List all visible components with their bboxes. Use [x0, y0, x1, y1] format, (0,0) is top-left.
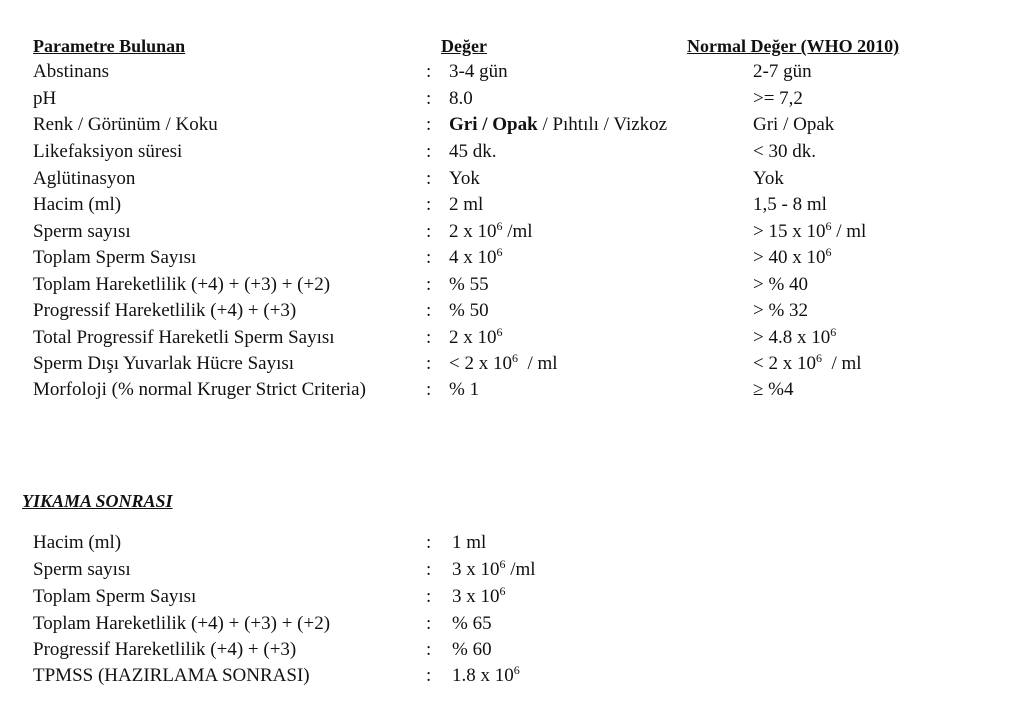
value-exponent: 6: [499, 557, 506, 571]
value: Yok: [449, 168, 480, 189]
param-label: Morfoloji (% normal Kruger Strict Criteria): [33, 379, 366, 400]
header-normal: Normal Değer (WHO 2010): [687, 36, 900, 56]
table-row: [0, 219, 1024, 245]
param-label: Hacim (ml): [33, 194, 122, 215]
table-row: [0, 272, 1024, 298]
colon: :: [426, 274, 432, 295]
table-row: [0, 192, 1024, 218]
value: [452, 584, 506, 611]
param-label: Aglütinasyon: [33, 168, 136, 189]
table-row: [0, 557, 1024, 583]
value: [449, 219, 533, 246]
value-bold: Gri / Opak: [449, 114, 538, 135]
value: [452, 557, 536, 584]
value-base: 4 x 10: [449, 247, 497, 268]
colon: :: [426, 613, 432, 634]
normal-value: >= 7,2: [753, 88, 803, 109]
normal-value: Yok: [753, 168, 784, 189]
param-label: Toplam Hareketlilik (+4) + (+3) + (+2): [33, 274, 331, 295]
normal-base: > 40 x 10: [753, 247, 826, 268]
value-base: 2 x 10: [449, 327, 497, 348]
value: [449, 325, 503, 352]
value-unit: / ml: [517, 353, 558, 374]
normal-value: 2-7 gün: [753, 61, 812, 82]
normal-value: [753, 219, 866, 246]
colon: :: [426, 247, 432, 268]
param-label: Sperm sayısı: [33, 559, 131, 580]
normal-base: > 15 x 10: [753, 221, 826, 242]
header-value: Değer: [441, 36, 487, 56]
value-base: 3 x 10: [452, 586, 500, 607]
colon: :: [426, 559, 432, 580]
normal-unit: / ml: [831, 221, 867, 242]
colon: :: [426, 353, 432, 374]
normal-base: < 2 x 10: [753, 353, 816, 374]
colon: :: [426, 327, 432, 348]
colon: :: [426, 586, 432, 607]
param-label: Toplam Sperm Sayısı: [33, 247, 197, 268]
value: % 65: [452, 613, 492, 634]
param-label: Renk / Görünüm / Koku: [33, 114, 218, 135]
param-label: Abstinans: [33, 61, 109, 82]
param-label: Sperm sayısı: [33, 221, 131, 242]
param-label: Hacim (ml): [33, 532, 122, 553]
table-row: [0, 351, 1024, 377]
value: % 1: [449, 379, 480, 400]
value: % 60: [452, 639, 492, 660]
value: [449, 112, 667, 138]
normal-value: [753, 351, 862, 378]
normal-value: 1,5 - 8 ml: [753, 194, 827, 215]
normal-exponent: 6: [825, 219, 832, 233]
table-header: [0, 33, 1024, 59]
value: 2 ml: [449, 194, 484, 215]
normal-value: < 30 dk.: [753, 141, 816, 162]
table-row: [0, 637, 1024, 663]
normal-value: ≥ %4: [753, 379, 794, 400]
table-row: [0, 112, 1024, 138]
table-row: [0, 584, 1024, 610]
normal-value: Gri / Opak: [753, 114, 835, 135]
value: 3-4 gün: [449, 61, 508, 82]
colon: :: [426, 639, 432, 660]
table-row: [0, 245, 1024, 271]
value-exponent: 6: [496, 219, 503, 233]
value: % 50: [449, 300, 489, 321]
normal-unit: / ml: [821, 353, 862, 374]
value: [449, 351, 558, 378]
table-row: [0, 663, 1024, 689]
value-rest: / Pıhtılı / Vizkoz: [537, 114, 668, 135]
value-base: < 2 x 10: [449, 353, 512, 374]
colon: :: [426, 168, 432, 189]
colon: :: [426, 665, 432, 686]
param-label: Progressif Hareketlilik (+4) + (+3): [33, 300, 297, 321]
table-row: [0, 166, 1024, 192]
value-exponent: 6: [499, 584, 506, 598]
param-label: Total Progressif Hareketli Sperm Sayısı: [33, 327, 335, 348]
normal-base: > 4.8 x 10: [753, 327, 831, 348]
table-row: [0, 298, 1024, 324]
normal-exponent: 6: [825, 245, 832, 259]
normal-exponent: 6: [815, 351, 822, 365]
param-label: Toplam Sperm Sayısı: [33, 586, 197, 607]
value: 45 dk.: [449, 141, 497, 162]
colon: :: [426, 379, 432, 400]
table-row: [0, 611, 1024, 637]
table-row: [0, 86, 1024, 112]
value-base: 3 x 10: [452, 559, 500, 580]
colon: :: [426, 221, 432, 242]
table-row: [0, 377, 1024, 403]
value-exponent: 6: [496, 245, 503, 259]
value-base: 2 x 10: [449, 221, 497, 242]
normal-value: [753, 325, 836, 352]
table-row: [0, 325, 1024, 351]
param-label: Toplam Hareketlilik (+4) + (+3) + (+2): [33, 613, 331, 634]
header-param: Parametre Bulunan: [33, 36, 186, 56]
colon: :: [426, 300, 432, 321]
colon: :: [426, 61, 432, 82]
value: 8.0: [449, 88, 473, 109]
section-title-washing: YIKAMA SONRASI: [22, 491, 173, 511]
param-label: pH: [33, 88, 57, 109]
value: [449, 245, 503, 272]
value: % 55: [449, 274, 489, 295]
param-label: TPMSS (HAZIRLAMA SONRASI): [33, 665, 310, 686]
colon: :: [426, 194, 432, 215]
colon: :: [426, 141, 432, 162]
normal-value: > % 32: [753, 300, 809, 321]
value-exponent: 6: [496, 325, 503, 339]
value: [452, 663, 520, 690]
colon: :: [426, 88, 432, 109]
colon: :: [426, 114, 432, 135]
normal-value: > % 40: [753, 274, 809, 295]
normal-exponent: 6: [830, 325, 837, 339]
param-label: Progressif Hareketlilik (+4) + (+3): [33, 639, 297, 660]
colon: :: [426, 532, 432, 553]
value-exponent: 6: [511, 351, 518, 365]
table-row: [0, 139, 1024, 165]
param-label: Sperm Dışı Yuvarlak Hücre Sayısı: [33, 353, 295, 374]
table-row: [0, 530, 1024, 556]
value-unit: /ml: [505, 559, 536, 580]
param-label: Likefaksiyon süresi: [33, 141, 183, 162]
value: 1 ml: [452, 532, 487, 553]
table-row: [0, 59, 1024, 85]
value-unit: /ml: [502, 221, 533, 242]
value-base: 1.8 x 10: [452, 665, 514, 686]
normal-value: [753, 245, 831, 272]
value-exponent: 6: [513, 663, 520, 677]
